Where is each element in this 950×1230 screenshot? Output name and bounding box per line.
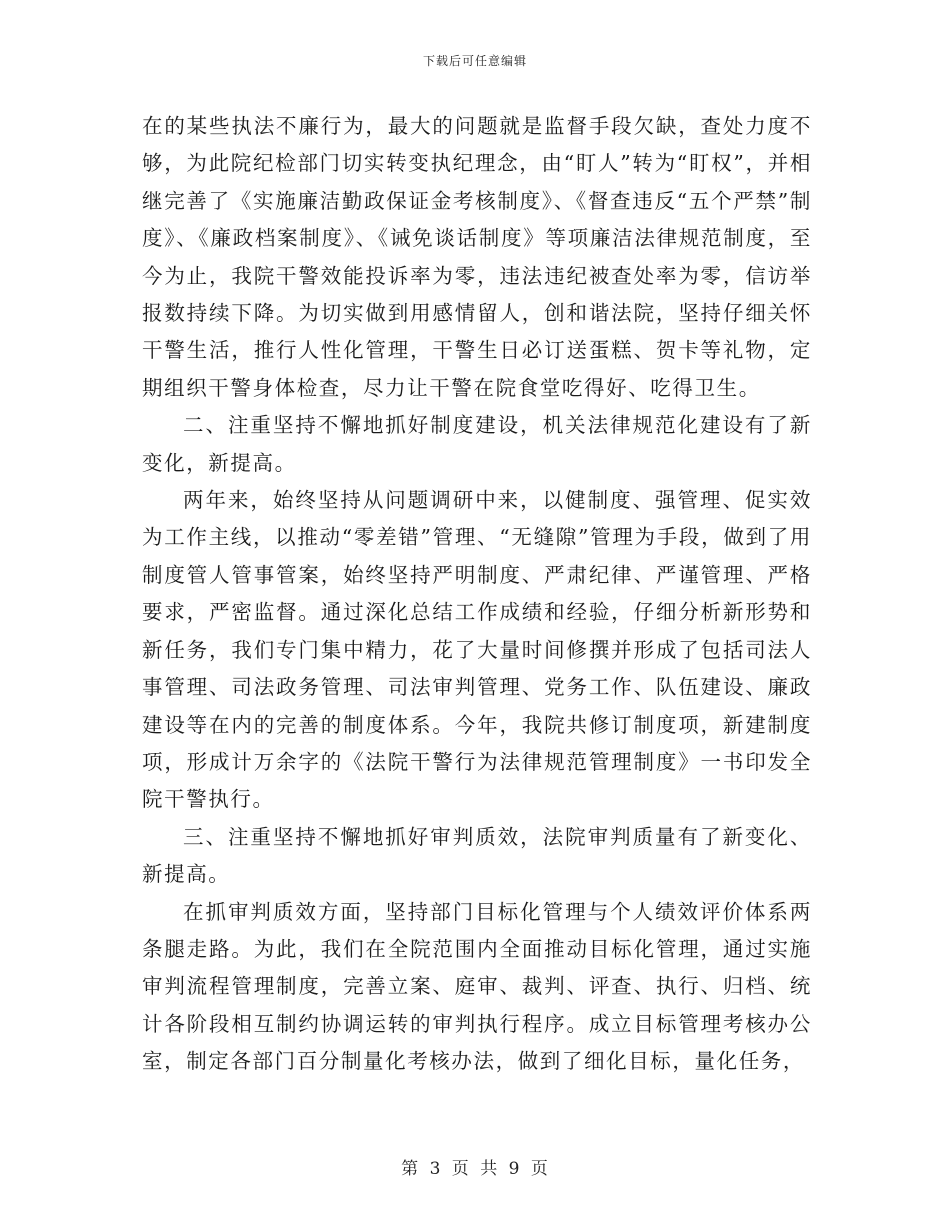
paragraph-heading-2: 二、注重坚持不懈地抓好制度建设，机关法律规范化建设有了新变化，新提高。 bbox=[142, 413, 812, 475]
page-number-footer: 第 3 页 共 9 页 bbox=[401, 1159, 549, 1179]
paragraph-heading-3: 三、注重坚持不懈地抓好审判质效，法院审判质量有了新变化、新提高。 bbox=[142, 824, 812, 887]
paragraph: 在的某些执法不廉行为，最大的问题就是监督手段欠缺，查处力度不够，为此院纪检部门切实转变执纪理念，由“盯人”转为“盯权”，并相继完善了《实施廉洁勤政保证金考核制度》、《督查违反“五个严禁”制度》、《廉政档案制度》、《诫免谈话制度》等项廉洁法律规范制度，至今为止，我院干警效能投诉率为零，违法违纪被查处率为零，信访举报数持续下降。为切实做到用感情留人，创和谐法院，坚持仔细关怀干警生活，推行人性化管理，干警生日必订送蛋糕、贺卡等礼物，定期组织干警身体检查，尽力让干警在院食堂吃得好、吃得卫生。 bbox=[142, 114, 812, 400]
page-header: 下载后可任意编辑 bbox=[422, 54, 527, 68]
paragraph: 在抓审判质效方面，坚持部门目标化管理与个人绩效评价体系两条腿走路。为此，我们在全院范围内全面推动目标化管理，通过实施审判流程管理制度，完善立案、庭审、裁判、评查、执行、归档、统计各阶段相互制约协调运转的审判执行程序。成立目标管理考核办公室，制定各部门百分制量化考核办法，做到了细化目标，量化任务， bbox=[142, 899, 812, 1074]
document-body bbox=[142, 108, 812, 1081]
paragraph: 两年来，始终坚持从问题调研中来，以健制度、强管理、促实效为工作主线，以推动“零差错”管理、“无缝隙”管理为手段，做到了用制度管人管事管案，始终坚持严明制度、严肃纪律、严谨管理、严格要求，严密监督。通过深化总结工作成绩和经验，仔细分析新形势和新任务，我们专门集中精力，花了大量时间修撰并形成了包括司法人事管理、司法政务管理、司法审判管理、党务工作、队伍建设、廉政建设等在内的完善的制度体系。今年，我院共修订制度项，新建制度项，形成计万余字的《法院干警行为法律规范管理制度》一书印发全院干警执行。 bbox=[142, 488, 812, 812]
